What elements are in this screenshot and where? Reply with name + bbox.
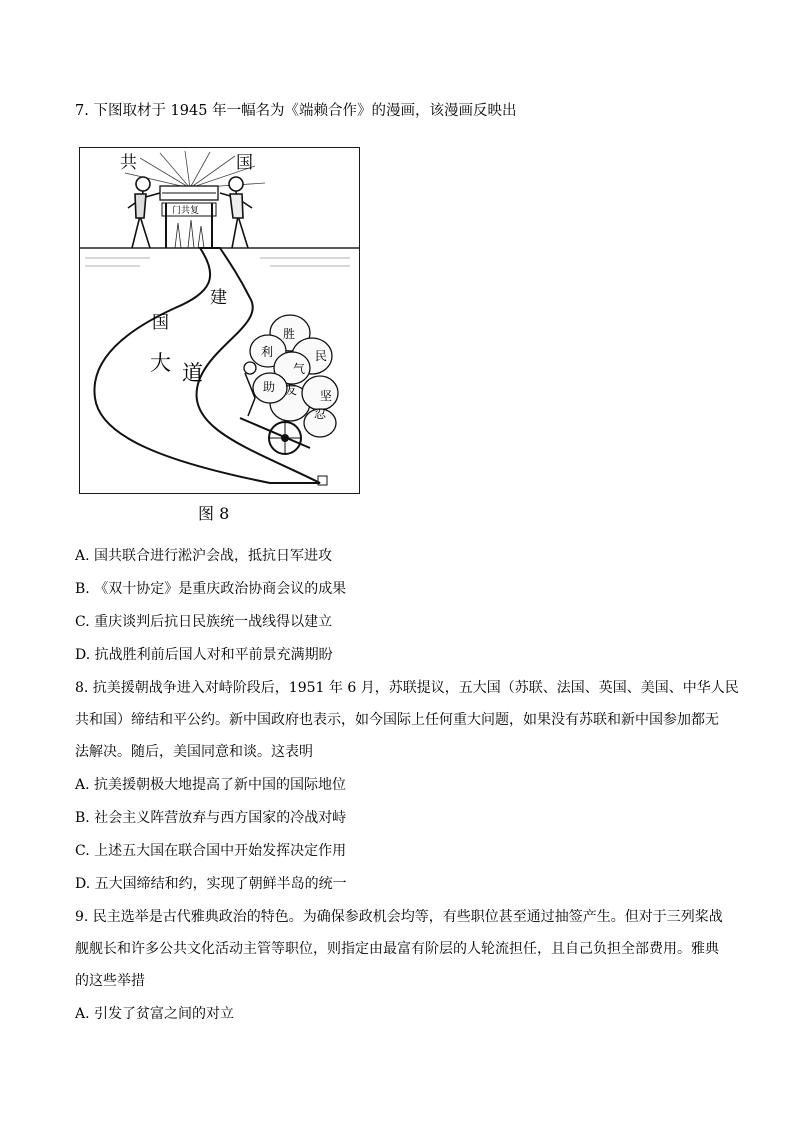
- cartoon-label-jian: 建: [210, 288, 227, 308]
- question-9-stem-line-3: 的这些举措: [75, 973, 145, 989]
- question-9-stem-line-2: 舰舰长和许多公共文化活动主管等职位，则指定由最富有阶层的人轮流担任，且自己负担全部费用。雅典: [75, 941, 719, 957]
- cartoon-label-guo2: 国: [152, 313, 169, 333]
- q8-option-d[interactable]: D. 五大国缔结和约，实现了朝鲜半岛的统一: [75, 876, 347, 892]
- q8-option-c[interactable]: C. 上述五大国在联合国中开始发挥决定作用: [75, 843, 347, 859]
- cartoon-label-gong: 共: [120, 153, 137, 173]
- q8-option-b[interactable]: B. 社会主义阵营放弃与西方国家的冷战对峙: [75, 810, 347, 826]
- q7-option-d[interactable]: D. 抗战胜利前后国人对和平前景充满期盼: [75, 647, 333, 663]
- q7-option-b[interactable]: B. 《双十协定》是重庆政治协商会议的成果: [75, 581, 347, 597]
- cartoon-illustration: [80, 148, 359, 493]
- q8-option-a[interactable]: A. 抗美援朝极大地提高了新中国的国际地位: [75, 777, 347, 793]
- q9-option-a[interactable]: A. 引发了贫富之间的对立: [75, 1006, 235, 1022]
- cartoon-label-ren: 忍: [314, 407, 327, 421]
- left-figure: [128, 177, 160, 248]
- cartoon-label-arch: 门共复: [172, 206, 200, 216]
- cartoon-label-sheng: 胜: [283, 327, 296, 341]
- cartoon-label-li: 利: [261, 345, 274, 359]
- cartoon-figure: [79, 147, 360, 494]
- cartoon-label-da: 大: [150, 351, 171, 375]
- q7-option-a[interactable]: A. 国共联合进行淞沪会战，抵抗日军进攻: [75, 548, 333, 564]
- cartoon-label-jian2: 坚: [320, 389, 333, 403]
- cartoon-label-min: 民: [315, 349, 328, 363]
- cartoon-label-qi: 气: [293, 362, 306, 376]
- question-8-stem-line-3: 法解决。随后，美国同意和谈。这表明: [75, 744, 313, 760]
- cartoon-label-you: 友: [285, 383, 298, 397]
- question-9-stem-line-1: 9. 民主选举是古代雅典政治的特色。为确保参政机会均等，有些职位甚至通过抽签产生。但对于三列桨战: [75, 909, 723, 925]
- question-7-stem: 7. 下图取材于 1945 年一幅名为《端赖合作》的漫画，该漫画反映出: [75, 103, 517, 119]
- right-figure: [220, 177, 252, 248]
- gate: [160, 186, 218, 248]
- q7-option-c[interactable]: C. 重庆谈判后抗日民族统一战线得以建立: [75, 614, 333, 630]
- cartoon-label-zhu: 助: [263, 380, 276, 394]
- question-8-stem-line-1: 8. 抗美援朝战争进入对峙阶段后，1951 年 6 月，苏联提议，五大国（苏联、法国、英国、美国、中华人民: [75, 680, 739, 696]
- cartoon-label-guo: 国: [236, 153, 253, 173]
- figure-caption: 图 8: [198, 504, 230, 523]
- question-8-stem-line-2: 共和国）缔结和平公约。新中国政府也表示，如今国际上任何重大问题，如果没有苏联和新中国参加都无: [75, 712, 719, 728]
- cartoon-label-dao: 道: [182, 361, 203, 385]
